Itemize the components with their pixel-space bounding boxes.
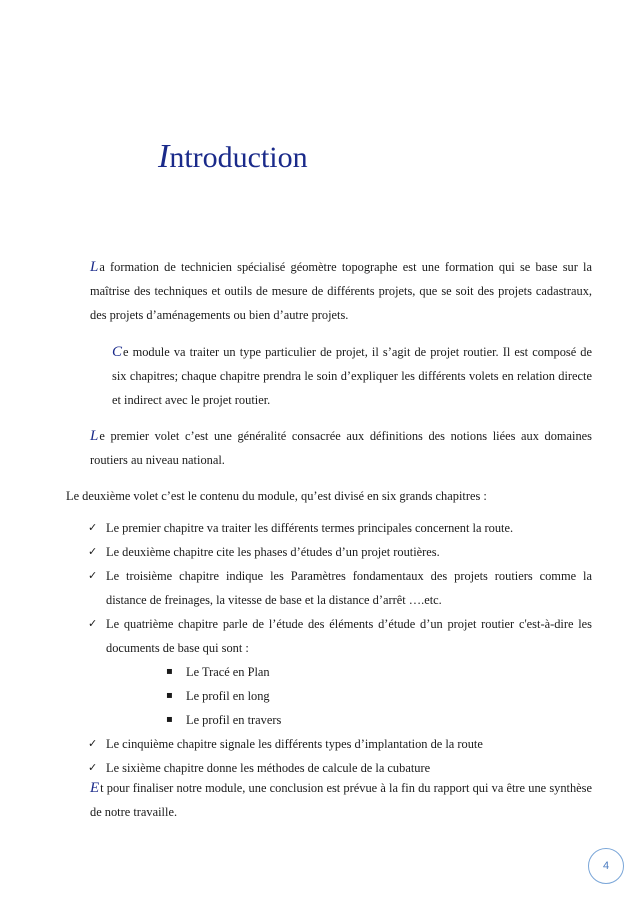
drop-letter: L <box>90 428 99 444</box>
paragraph-module <box>66 340 592 412</box>
check-icon: ✓ <box>88 761 98 774</box>
paragraph-second-part <box>66 484 592 508</box>
sublist-item: ▪ Le profil en long <box>106 684 592 708</box>
square-bullet-icon: ▪ <box>166 690 173 701</box>
list-item: ✓ Le sixième chapitre donne les méthodes de calcule de la cubature <box>88 756 592 780</box>
check-icon: ✓ <box>88 617 98 630</box>
check-icon: ✓ <box>88 569 98 582</box>
check-icon: ✓ <box>88 545 98 558</box>
paragraph-text: e premier volet c’est une généralité consacrée aux définitions des notions liées aux domaines routiers au niveau national. <box>90 429 592 467</box>
sublist-item: ▪ Le Tracé en Plan <box>106 660 592 684</box>
title-rest: ntroduction <box>169 141 308 174</box>
check-icon: ✓ <box>88 737 98 750</box>
page-number: 4 <box>588 848 624 884</box>
square-bullet-icon: ▪ <box>166 666 173 677</box>
paragraph-first-part <box>66 424 592 472</box>
list-item: ✓ Le troisième chapitre indique les Paramètres fondamentaux des projets routiers comme la distance de freinages, la vitesse de base et la distance d’arrêt ….etc. <box>88 564 592 612</box>
list-item: ✓ Le quatrième chapitre parle de l’étude des éléments d’étude d’un projet routier c'est-à-dire les documents de base qui sont : ▪ Le Tracé en Plan ▪ Le profil en long ▪ Le profil en travers <box>88 612 592 732</box>
paragraph-text: a formation de technicien spécialisé géomètre topographe est une formation qui se base sur la maîtrise des techniques et outils de mesure de différents projets, que se soit des projets cadastraux, des projets d’aménagements ou bien d’autre projets. <box>90 260 592 322</box>
paragraph-text: Le deuxième volet c’est le contenu du module, qu’est divisé en six grands chapitres : <box>66 489 487 503</box>
list-item: ✓ Le cinquième chapitre signale les différents types d’implantation de la route <box>88 732 592 756</box>
drop-letter: L <box>90 259 99 275</box>
title-initial: I <box>158 138 170 175</box>
list-item: ✓ Le premier chapitre va traiter les différents termes principales concernent la route. <box>88 516 592 540</box>
drop-letter: E <box>90 780 100 796</box>
page-title <box>158 138 308 176</box>
paragraph-conclusion <box>66 776 592 824</box>
documents-sublist <box>106 660 592 732</box>
list-item: ✓ Le deuxième chapitre cite les phases d’études d’un projet routières. <box>88 540 592 564</box>
paragraph-text: e module va traiter un type particulier de projet, il s’agit de projet routier. Il est composé de six chapitres; chaque chapitre prendra le soin d’expliquer les différents volets en relation directe et indirect avec le projet routier. <box>112 345 592 407</box>
square-bullet-icon: ▪ <box>166 714 173 725</box>
check-icon: ✓ <box>88 521 98 534</box>
paragraph-text: t pour finaliser notre module, une conclusion est prévue à la fin du rapport qui va être une synthèse de notre travaille. <box>90 781 592 819</box>
chapter-list <box>88 516 592 780</box>
drop-letter: C <box>112 344 123 360</box>
sublist-item: ▪ Le profil en travers <box>106 708 592 732</box>
paragraph-intro <box>66 255 592 327</box>
